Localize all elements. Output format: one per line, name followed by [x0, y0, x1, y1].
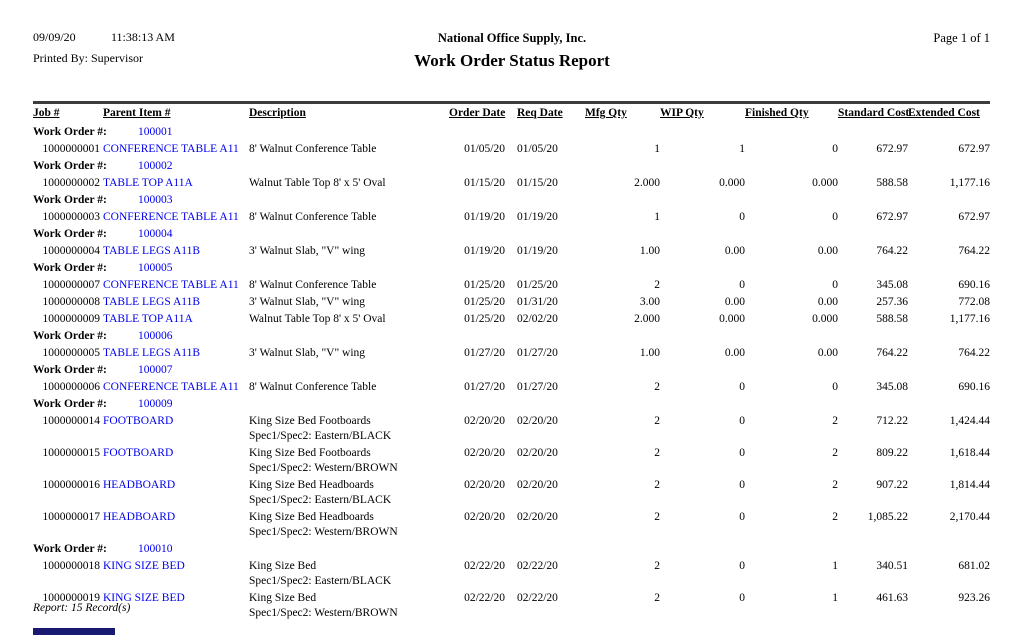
- description-cell: [249, 209, 449, 226]
- standard-cost-cell: 461.63: [876, 592, 908, 604]
- standard-cost-cell: 257.36: [876, 296, 908, 308]
- wip-qty-cell: 0: [739, 279, 745, 291]
- spec-text: Spec1/Spec2: Eastern/BLACK: [249, 575, 392, 587]
- description-text: Walnut Table Top 8' x 5' Oval: [249, 313, 386, 325]
- extended-cost-cell: 1,618.44: [949, 447, 990, 459]
- finished-qty-cell: 2: [832, 415, 838, 427]
- order-date-cell: 02/20/20: [464, 511, 505, 523]
- col-header-standard-cost[interactable]: Standard Cost: [838, 107, 910, 119]
- wip-qty-cell: 0.000: [719, 313, 745, 325]
- mfg-qty-cell: 2: [654, 279, 660, 291]
- job-number-cell: 1000000016: [42, 479, 100, 491]
- header-rule: [33, 101, 990, 104]
- work-order-detail-row: [33, 243, 990, 260]
- finished-qty-cell: 0: [832, 381, 838, 393]
- description-text: 3' Walnut Slab, "V" wing: [249, 245, 366, 257]
- req-date-cell: 02/02/20: [517, 313, 558, 325]
- description-text: 3' Walnut Slab, "V" wing: [249, 347, 366, 359]
- col-header-req-date[interactable]: Req Date: [517, 107, 563, 119]
- mfg-qty-cell: 1.00: [639, 245, 660, 257]
- order-date-cell: 02/20/20: [464, 447, 505, 459]
- standard-cost-cell: 588.58: [876, 177, 908, 189]
- req-date-cell: 01/19/20: [517, 211, 558, 223]
- job-number-cell: 1000000007: [42, 279, 100, 291]
- finished-qty-cell: 2: [832, 511, 838, 523]
- description-text: King Size Bed: [249, 560, 317, 572]
- parent-item-link[interactable]: TABLE LEGS A11B: [103, 245, 201, 257]
- description-cell: [249, 590, 449, 622]
- wip-qty-cell: 0.000: [719, 177, 745, 189]
- company-name: National Office Supply, Inc.: [437, 31, 587, 45]
- table-header-row: [33, 106, 990, 124]
- order-date-cell: 02/20/20: [464, 479, 505, 491]
- work-order-cell: [33, 260, 990, 277]
- work-order-group-row: [33, 541, 990, 558]
- req-date-cell: 01/25/20: [517, 279, 558, 291]
- job-number-cell: 1000000002: [42, 177, 100, 189]
- parent-item-link[interactable]: TABLE LEGS A11B: [103, 347, 201, 359]
- work-order-detail-row: [33, 311, 990, 328]
- job-number-cell: 1000000006: [42, 381, 100, 393]
- standard-cost-cell: 345.08: [876, 381, 908, 393]
- parent-item-cell: [103, 243, 249, 260]
- work-order-cell: [33, 362, 990, 379]
- mfg-qty-cell: 2: [654, 381, 660, 393]
- printed-by: Printed By: Supervisor: [33, 51, 143, 65]
- work-order-cell: [33, 192, 990, 209]
- work-order-label: Work Order #:: [33, 330, 107, 342]
- extended-cost-cell: 672.97: [958, 143, 990, 155]
- work-order-detail-row: [33, 294, 990, 311]
- req-date-cell: 01/31/20: [517, 296, 558, 308]
- extended-cost-cell: 690.16: [958, 279, 990, 291]
- description-text: 8' Walnut Conference Table: [249, 381, 377, 393]
- work-order-label: Work Order #:: [33, 160, 107, 172]
- work-order-group-row: [33, 158, 990, 175]
- work-order-number-link[interactable]: 100004: [138, 228, 173, 240]
- standard-cost-cell: 907.22: [876, 479, 908, 491]
- job-number-cell: 1000000018: [42, 560, 100, 572]
- finished-qty-cell: 0: [832, 143, 838, 155]
- extended-cost-cell: 2,170.44: [949, 511, 990, 523]
- standard-cost-cell: 764.22: [876, 347, 908, 359]
- mfg-qty-cell: 2.000: [634, 313, 660, 325]
- wip-qty-cell: 0.00: [724, 347, 745, 359]
- order-date-cell: 02/22/20: [464, 560, 505, 572]
- work-order-number-link[interactable]: 100007: [138, 364, 173, 376]
- parent-item-link[interactable]: FOOTBOARD: [103, 447, 174, 459]
- description-text: King Size Bed Headboards: [249, 511, 374, 523]
- work-order-detail-row: [33, 209, 990, 226]
- spec-text: Spec1/Spec2: Eastern/BLACK: [249, 494, 392, 506]
- wip-qty-cell: 0.00: [724, 296, 745, 308]
- work-order-detail-row: [33, 277, 990, 294]
- mfg-qty-cell: 2: [654, 511, 660, 523]
- work-order-detail-row: [33, 175, 990, 192]
- wip-qty-cell: 0.00: [724, 245, 745, 257]
- req-date-cell: 02/20/20: [517, 511, 558, 523]
- parent-item-cell: [103, 558, 249, 590]
- parent-item-cell: [103, 413, 249, 445]
- page-number: Page 1 of 1: [933, 31, 990, 45]
- work-order-detail-row: [33, 445, 990, 477]
- finished-qty-cell: 0.00: [817, 245, 838, 257]
- parent-item-link[interactable]: HEADBOARD: [103, 511, 176, 523]
- job-number-cell: 1000000009: [42, 313, 100, 325]
- wip-qty-cell: 0: [739, 447, 745, 459]
- req-date-cell: 01/27/20: [517, 381, 558, 393]
- description-cell: [249, 558, 449, 590]
- finished-qty-cell: 0.000: [812, 177, 838, 189]
- description-cell: [249, 277, 449, 294]
- standard-cost-cell: 340.51: [876, 560, 908, 572]
- mfg-qty-cell: 1: [654, 143, 660, 155]
- work-order-cell: [33, 124, 990, 141]
- parent-item-link[interactable]: KING SIZE BED: [103, 592, 185, 604]
- col-header-order-date[interactable]: Order Date: [449, 107, 506, 119]
- parent-item-cell: [103, 141, 249, 158]
- extended-cost-cell: 1,424.44: [949, 415, 990, 427]
- work-order-detail-row: [33, 477, 990, 509]
- job-number-cell: 1000000004: [42, 245, 100, 257]
- work-order-cell: [33, 158, 990, 175]
- record-count: Report: 15 Record(s): [33, 602, 131, 614]
- work-order-label: Work Order #:: [33, 228, 107, 240]
- job-number-cell: 1000000003: [42, 211, 100, 223]
- wip-qty-cell: 1: [739, 143, 745, 155]
- job-number-cell: 1000000017: [42, 511, 100, 523]
- order-date-cell: 01/27/20: [464, 347, 505, 359]
- job-number-cell: 1000000015: [42, 447, 100, 459]
- parent-item-link[interactable]: CONFERENCE TABLE A11: [103, 211, 239, 223]
- finished-qty-cell: 1: [832, 560, 838, 572]
- work-order-detail-row: [33, 379, 990, 396]
- description-cell: [249, 175, 449, 192]
- wip-qty-cell: 0: [739, 479, 745, 491]
- work-order-number-link[interactable]: 100001: [138, 126, 173, 138]
- report-table-body: [33, 124, 990, 622]
- order-date-cell: 02/22/20: [464, 592, 505, 604]
- standard-cost-cell: 588.58: [876, 313, 908, 325]
- parent-item-cell: [103, 277, 249, 294]
- spec-text: Spec1/Spec2: Western/BROWN: [249, 462, 398, 474]
- work-order-number-link[interactable]: 100002: [138, 160, 173, 172]
- report-end-bar: [33, 628, 115, 635]
- work-order-group-row: [33, 226, 990, 243]
- parent-item-link[interactable]: CONFERENCE TABLE A11: [103, 279, 239, 291]
- work-order-table: [33, 106, 990, 622]
- extended-cost-cell: 1,177.16: [949, 177, 990, 189]
- parent-item-cell: [103, 311, 249, 328]
- work-order-group-row: [33, 260, 990, 277]
- parent-item-cell: [103, 345, 249, 362]
- standard-cost-cell: 345.08: [876, 279, 908, 291]
- report-title: Work Order Status Report: [414, 51, 610, 70]
- extended-cost-cell: 690.16: [958, 381, 990, 393]
- description-cell: [249, 141, 449, 158]
- work-order-detail-row: [33, 590, 990, 622]
- req-date-cell: 01/05/20: [517, 143, 558, 155]
- mfg-qty-cell: 2.000: [634, 177, 660, 189]
- standard-cost-cell: 672.97: [876, 211, 908, 223]
- col-header-job[interactable]: Job #: [33, 107, 60, 119]
- parent-item-link[interactable]: CONFERENCE TABLE A11: [103, 143, 239, 155]
- job-number-cell: 1000000014: [42, 415, 100, 427]
- description-text: King Size Bed Headboards: [249, 479, 374, 491]
- parent-item-link[interactable]: KING SIZE BED: [103, 560, 185, 572]
- order-date-cell: 01/25/20: [464, 296, 505, 308]
- col-header-finished-qty[interactable]: Finished Qty: [745, 107, 809, 119]
- standard-cost-cell: 1,085.22: [867, 511, 908, 523]
- extended-cost-cell: 672.97: [958, 211, 990, 223]
- description-text: 8' Walnut Conference Table: [249, 211, 377, 223]
- mfg-qty-cell: 2: [654, 479, 660, 491]
- work-order-label: Work Order #:: [33, 194, 107, 206]
- job-number-cell: 1000000008: [42, 296, 100, 308]
- req-date-cell: 01/15/20: [517, 177, 558, 189]
- req-date-cell: 02/20/20: [517, 447, 558, 459]
- mfg-qty-cell: 2: [654, 415, 660, 427]
- parent-item-link[interactable]: CONFERENCE TABLE A11: [103, 381, 239, 393]
- req-date-cell: 02/22/20: [517, 560, 558, 572]
- work-order-label: Work Order #:: [33, 262, 107, 274]
- spec-text: Spec1/Spec2: Western/BROWN: [249, 607, 398, 619]
- standard-cost-cell: 764.22: [876, 245, 908, 257]
- description-text: King Size Bed Footboards: [249, 415, 371, 427]
- order-date-cell: 01/25/20: [464, 279, 505, 291]
- order-date-cell: 01/19/20: [464, 211, 505, 223]
- req-date-cell: 02/20/20: [517, 415, 558, 427]
- work-order-number-link[interactable]: 100006: [138, 330, 173, 342]
- description-text: 8' Walnut Conference Table: [249, 143, 377, 155]
- work-order-detail-row: [33, 141, 990, 158]
- description-cell: [249, 243, 449, 260]
- mfg-qty-cell: 2: [654, 447, 660, 459]
- work-order-label: Work Order #:: [33, 364, 107, 376]
- work-order-label: Work Order #:: [33, 398, 107, 410]
- col-header-extended-cost[interactable]: Extended Cost: [908, 107, 980, 119]
- spec-text: Spec1/Spec2: Eastern/BLACK: [249, 430, 392, 442]
- finished-qty-cell: 0.00: [817, 347, 838, 359]
- parent-item-link[interactable]: TABLE LEGS A11B: [103, 296, 201, 308]
- wip-qty-cell: 0: [739, 592, 745, 604]
- mfg-qty-cell: 2: [654, 592, 660, 604]
- order-date-cell: 01/05/20: [464, 143, 505, 155]
- mfg-qty-cell: 2: [654, 560, 660, 572]
- work-order-number-link[interactable]: 100009: [138, 398, 173, 410]
- work-order-number-link[interactable]: 100003: [138, 194, 173, 206]
- order-date-cell: 01/25/20: [464, 313, 505, 325]
- col-header-parent-item[interactable]: Parent Item #: [103, 107, 171, 119]
- description-cell: [249, 379, 449, 396]
- parent-item-cell: [103, 477, 249, 509]
- description-cell: [249, 445, 449, 477]
- parent-item-cell: [103, 175, 249, 192]
- description-text: King Size Bed: [249, 592, 317, 604]
- extended-cost-cell: 1,814.44: [949, 479, 990, 491]
- mfg-qty-cell: 1: [654, 211, 660, 223]
- work-order-group-row: [33, 192, 990, 209]
- col-header-wip-qty[interactable]: WIP Qty: [660, 107, 704, 119]
- parent-item-link[interactable]: FOOTBOARD: [103, 415, 174, 427]
- description-text: 3' Walnut Slab, "V" wing: [249, 296, 366, 308]
- wip-qty-cell: 0: [739, 211, 745, 223]
- finished-qty-cell: 2: [832, 479, 838, 491]
- parent-item-cell: [103, 379, 249, 396]
- extended-cost-cell: 1,177.16: [949, 313, 990, 325]
- work-order-number-link[interactable]: 100005: [138, 262, 173, 274]
- work-order-label: Work Order #:: [33, 543, 107, 555]
- order-date-cell: 01/15/20: [464, 177, 505, 189]
- finished-qty-cell: 2: [832, 447, 838, 459]
- description-text: King Size Bed Footboards: [249, 447, 371, 459]
- work-order-group-row: [33, 362, 990, 379]
- parent-item-cell: [103, 445, 249, 477]
- req-date-cell: 02/22/20: [517, 592, 558, 604]
- order-date-cell: 02/20/20: [464, 415, 505, 427]
- description-cell: [249, 477, 449, 509]
- description-text: 8' Walnut Conference Table: [249, 279, 377, 291]
- col-header-mfg-qty[interactable]: Mfg Qty: [585, 107, 627, 119]
- work-order-group-row: [33, 124, 990, 141]
- extended-cost-cell: 923.26: [958, 592, 990, 604]
- description-cell: [249, 345, 449, 362]
- job-number-cell: 1000000005: [42, 347, 100, 359]
- extended-cost-cell: 764.22: [958, 245, 990, 257]
- wip-qty-cell: 0: [739, 415, 745, 427]
- req-date-cell: 01/27/20: [517, 347, 558, 359]
- parent-item-cell: [103, 294, 249, 311]
- extended-cost-cell: 764.22: [958, 347, 990, 359]
- spec-text: Spec1/Spec2: Western/BROWN: [249, 526, 398, 538]
- work-order-group-row: [33, 396, 990, 413]
- wip-qty-cell: 0: [739, 381, 745, 393]
- parent-item-cell: [103, 509, 249, 541]
- finished-qty-cell: 0.00: [817, 296, 838, 308]
- parent-item-link[interactable]: TABLE TOP A11A: [103, 177, 193, 189]
- order-date-cell: 01/19/20: [464, 245, 505, 257]
- finished-qty-cell: 1: [832, 592, 838, 604]
- work-order-label: Work Order #:: [33, 126, 107, 138]
- description-cell: [249, 509, 449, 541]
- standard-cost-cell: 809.22: [876, 447, 908, 459]
- job-number-cell: 1000000001: [42, 143, 100, 155]
- wip-qty-cell: 0: [739, 511, 745, 523]
- req-date-cell: 02/20/20: [517, 479, 558, 491]
- work-order-cell: [33, 541, 990, 558]
- mfg-qty-cell: 3.00: [639, 296, 660, 308]
- work-order-cell: [33, 328, 990, 345]
- parent-item-cell: [103, 209, 249, 226]
- parent-item-link[interactable]: TABLE TOP A11A: [103, 313, 193, 325]
- work-order-cell: [33, 396, 990, 413]
- job-number-cell: 1000000019: [42, 592, 100, 604]
- description-cell: [249, 294, 449, 311]
- finished-qty-cell: 0.000: [812, 313, 838, 325]
- work-order-detail-row: [33, 413, 990, 445]
- print-time: 11:38:13 AM: [111, 30, 175, 44]
- work-order-detail-row: [33, 558, 990, 590]
- work-order-detail-row: [33, 509, 990, 541]
- description-text: Walnut Table Top 8' x 5' Oval: [249, 177, 386, 189]
- work-order-group-row: [33, 328, 990, 345]
- req-date-cell: 01/19/20: [517, 245, 558, 257]
- col-header-description[interactable]: Description: [249, 107, 306, 119]
- description-cell: [249, 413, 449, 445]
- extended-cost-cell: 681.02: [958, 560, 990, 572]
- order-date-cell: 01/27/20: [464, 381, 505, 393]
- finished-qty-cell: 0: [832, 211, 838, 223]
- extended-cost-cell: 772.08: [958, 296, 990, 308]
- finished-qty-cell: 0: [832, 279, 838, 291]
- standard-cost-cell: 672.97: [876, 143, 908, 155]
- print-date: 09/09/20: [33, 30, 76, 44]
- work-order-cell: [33, 226, 990, 243]
- description-cell: [249, 311, 449, 328]
- work-order-number-link[interactable]: 100010: [138, 543, 173, 555]
- parent-item-link[interactable]: HEADBOARD: [103, 479, 176, 491]
- wip-qty-cell: 0: [739, 560, 745, 572]
- standard-cost-cell: 712.22: [876, 415, 908, 427]
- work-order-detail-row: [33, 345, 990, 362]
- mfg-qty-cell: 1.00: [639, 347, 660, 359]
